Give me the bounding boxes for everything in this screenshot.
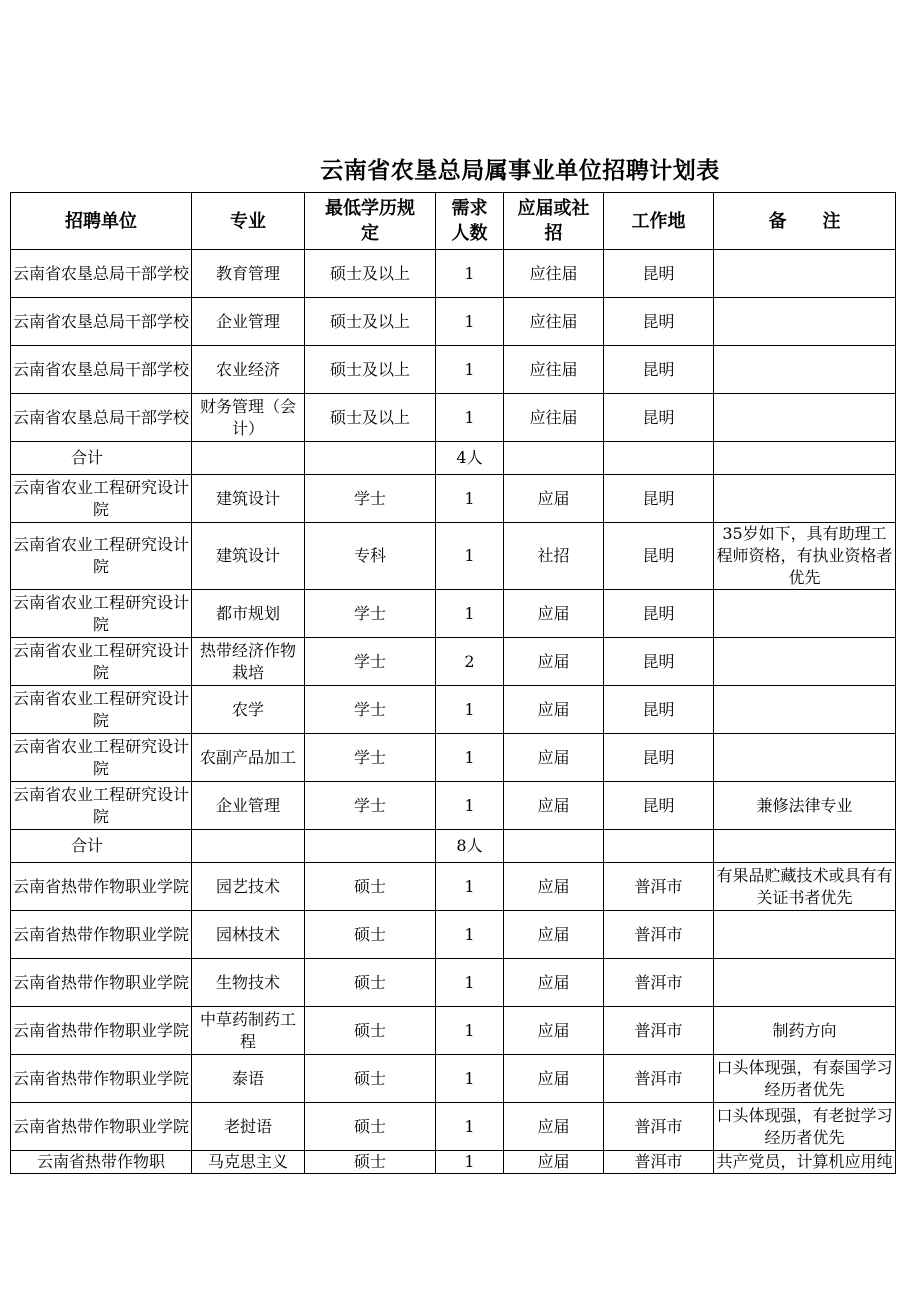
unit-cell: 合计 bbox=[11, 830, 192, 863]
page-title: 云南省农垦总局属事业单位招聘计划表 bbox=[320, 158, 720, 184]
location-cell: 普洱市 bbox=[604, 1103, 714, 1151]
count-cell: 1 bbox=[436, 911, 504, 959]
major-cell: 热带经济作物栽培 bbox=[192, 638, 305, 686]
unit-cell: 云南省农业工程研究设计院 bbox=[11, 686, 192, 734]
note-cell bbox=[714, 346, 896, 394]
note-cell bbox=[714, 590, 896, 638]
education-cell: 学士 bbox=[305, 686, 436, 734]
unit-cell: 云南省农垦总局干部学校 bbox=[11, 346, 192, 394]
recruit-type-cell: 应届 bbox=[504, 863, 604, 911]
location-cell: 普洱市 bbox=[604, 1151, 714, 1174]
major-cell: 生物技术 bbox=[192, 959, 305, 1007]
major-cell: 财务管理（会计） bbox=[192, 394, 305, 442]
count-cell: 1 bbox=[436, 590, 504, 638]
education-cell: 硕士 bbox=[305, 1151, 436, 1174]
table-row bbox=[11, 250, 896, 298]
unit-cell: 云南省热带作物职业学院 bbox=[11, 911, 192, 959]
recruit-type-cell: 应届 bbox=[504, 1103, 604, 1151]
major-cell: 建筑设计 bbox=[192, 523, 305, 590]
unit-cell: 云南省农业工程研究设计院 bbox=[11, 734, 192, 782]
location-cell bbox=[604, 442, 714, 475]
note-cell bbox=[714, 638, 896, 686]
header-education: 最低学历规定 bbox=[305, 193, 436, 250]
count-cell: 1 bbox=[436, 686, 504, 734]
note-text: 有果品贮藏技术或具有有关证书者优先 bbox=[716, 865, 893, 907]
note-text: 共产党员，计算机应用纯 bbox=[716, 1152, 893, 1171]
table-row bbox=[11, 590, 896, 638]
education-cell: 学士 bbox=[305, 590, 436, 638]
note-cell bbox=[714, 830, 896, 863]
note-cell bbox=[714, 782, 896, 830]
recruit-type-cell: 应届 bbox=[504, 1151, 604, 1174]
major-cell: 教育管理 bbox=[192, 250, 305, 298]
major-cell: 都市规划 bbox=[192, 590, 305, 638]
table-row bbox=[11, 638, 896, 686]
count-cell: 1 bbox=[436, 250, 504, 298]
table-body bbox=[11, 250, 896, 1174]
unit-cell: 云南省热带作物职业学院 bbox=[11, 1103, 192, 1151]
note-cell bbox=[714, 686, 896, 734]
note-cell bbox=[714, 959, 896, 1007]
count-cell: 1 bbox=[436, 346, 504, 394]
location-cell: 昆明 bbox=[604, 475, 714, 523]
recruit-type-cell: 应往届 bbox=[504, 394, 604, 442]
education-cell: 硕士 bbox=[305, 1103, 436, 1151]
note-cell bbox=[714, 1007, 896, 1055]
education-cell: 硕士 bbox=[305, 1055, 436, 1103]
count-cell: 1 bbox=[436, 863, 504, 911]
header-unit: 招聘单位 bbox=[11, 193, 192, 250]
subtotal-row bbox=[11, 830, 896, 863]
count-cell: 1 bbox=[436, 1007, 504, 1055]
location-cell: 昆明 bbox=[604, 686, 714, 734]
education-cell: 硕士 bbox=[305, 959, 436, 1007]
education-cell: 硕士 bbox=[305, 1007, 436, 1055]
location-cell: 昆明 bbox=[604, 734, 714, 782]
note-cell bbox=[714, 1103, 896, 1151]
unit-cell: 云南省热带作物职业学院 bbox=[11, 1055, 192, 1103]
unit-cell: 云南省农业工程研究设计院 bbox=[11, 475, 192, 523]
note-text: 兼修法律专业 bbox=[756, 795, 853, 815]
table-row bbox=[11, 346, 896, 394]
table-row bbox=[11, 959, 896, 1007]
count-cell: 1 bbox=[436, 734, 504, 782]
recruit-type-cell: 应届 bbox=[504, 782, 604, 830]
unit-cell: 云南省农垦总局干部学校 bbox=[11, 250, 192, 298]
major-cell: 农学 bbox=[192, 686, 305, 734]
education-cell: 学士 bbox=[305, 782, 436, 830]
unit-cell: 云南省农业工程研究设计院 bbox=[11, 638, 192, 686]
recruit-type-cell: 应届 bbox=[504, 475, 604, 523]
recruit-type-cell: 应往届 bbox=[504, 298, 604, 346]
education-cell: 专科 bbox=[305, 523, 436, 590]
count-cell: 1 bbox=[436, 475, 504, 523]
education-cell: 硕士 bbox=[305, 911, 436, 959]
count-cell: 1 bbox=[436, 1103, 504, 1151]
location-cell: 昆明 bbox=[604, 394, 714, 442]
note-cell bbox=[714, 1055, 896, 1103]
note-cell bbox=[714, 523, 896, 590]
note-cell bbox=[714, 734, 896, 782]
major-cell: 老挝语 bbox=[192, 1103, 305, 1151]
location-cell: 普洱市 bbox=[604, 911, 714, 959]
location-cell: 昆明 bbox=[604, 782, 714, 830]
education-cell: 硕士 bbox=[305, 863, 436, 911]
table-row bbox=[11, 1103, 896, 1151]
education-cell: 硕士及以上 bbox=[305, 250, 436, 298]
count-cell: 1 bbox=[436, 394, 504, 442]
location-cell: 昆明 bbox=[604, 346, 714, 394]
location-cell: 普洱市 bbox=[604, 1007, 714, 1055]
location-cell: 普洱市 bbox=[604, 863, 714, 911]
header-note: 备 注 bbox=[714, 193, 896, 250]
major-cell: 农副产品加工 bbox=[192, 734, 305, 782]
count-cell: 4人 bbox=[436, 442, 504, 475]
location-cell: 昆明 bbox=[604, 523, 714, 590]
major-cell: 泰语 bbox=[192, 1055, 305, 1103]
location-cell: 昆明 bbox=[604, 298, 714, 346]
unit-cell: 云南省热带作物职业学院 bbox=[11, 959, 192, 1007]
note-cell bbox=[714, 394, 896, 442]
major-cell: 中草药制药工程 bbox=[192, 1007, 305, 1055]
location-cell bbox=[604, 830, 714, 863]
count-cell: 1 bbox=[436, 1055, 504, 1103]
table-row bbox=[11, 298, 896, 346]
unit-cell: 云南省热带作物职 bbox=[11, 1151, 192, 1174]
major-cell: 建筑设计 bbox=[192, 475, 305, 523]
note-text: 口头体现强，有老挝学习经历者优先 bbox=[716, 1105, 893, 1147]
location-cell: 普洱市 bbox=[604, 959, 714, 1007]
education-cell: 学士 bbox=[305, 638, 436, 686]
unit-cell: 云南省农业工程研究设计院 bbox=[11, 590, 192, 638]
count-cell: 1 bbox=[436, 959, 504, 1007]
major-cell bbox=[192, 830, 305, 863]
education-cell: 学士 bbox=[305, 734, 436, 782]
major-cell: 企业管理 bbox=[192, 782, 305, 830]
recruit-type-cell bbox=[504, 442, 604, 475]
recruit-type-cell: 应往届 bbox=[504, 346, 604, 394]
major-cell: 园艺技术 bbox=[192, 863, 305, 911]
table-row bbox=[11, 475, 896, 523]
subtotal-row bbox=[11, 442, 896, 475]
header-count: 需求人数 bbox=[436, 193, 504, 250]
table-row bbox=[11, 863, 896, 911]
header-location: 工作地 bbox=[604, 193, 714, 250]
education-cell: 学士 bbox=[305, 475, 436, 523]
table-header-row bbox=[11, 193, 896, 250]
unit-cell: 云南省农业工程研究设计院 bbox=[11, 523, 192, 590]
table-row bbox=[11, 782, 896, 830]
table-row bbox=[11, 686, 896, 734]
major-cell: 企业管理 bbox=[192, 298, 305, 346]
major-cell bbox=[192, 442, 305, 475]
count-cell: 2 bbox=[436, 638, 504, 686]
table-row bbox=[11, 523, 896, 590]
note-cell bbox=[714, 250, 896, 298]
unit-cell: 云南省农垦总局干部学校 bbox=[11, 394, 192, 442]
note-cell bbox=[714, 863, 896, 911]
recruit-type-cell: 应届 bbox=[504, 638, 604, 686]
recruit-type-cell: 应届 bbox=[504, 959, 604, 1007]
recruit-type-cell: 应届 bbox=[504, 1007, 604, 1055]
recruit-type-cell: 应届 bbox=[504, 1055, 604, 1103]
recruitment-table bbox=[10, 192, 896, 1174]
header-recruit-type: 应届或社招 bbox=[504, 193, 604, 250]
table-row bbox=[11, 734, 896, 782]
major-cell: 马克思主义 bbox=[192, 1151, 305, 1174]
location-cell: 昆明 bbox=[604, 250, 714, 298]
major-cell: 园林技术 bbox=[192, 911, 305, 959]
note-text: 制药方向 bbox=[772, 1020, 837, 1040]
table-row bbox=[11, 1007, 896, 1055]
count-cell: 1 bbox=[436, 523, 504, 590]
recruit-type-cell: 应届 bbox=[504, 590, 604, 638]
unit-cell: 合计 bbox=[11, 442, 192, 475]
table-row bbox=[11, 1151, 896, 1174]
education-cell: 硕士及以上 bbox=[305, 394, 436, 442]
recruit-type-cell: 应往届 bbox=[504, 250, 604, 298]
recruit-type-cell: 应届 bbox=[504, 686, 604, 734]
note-cell bbox=[714, 475, 896, 523]
education-cell bbox=[305, 442, 436, 475]
count-cell: 1 bbox=[436, 782, 504, 830]
major-cell: 农业经济 bbox=[192, 346, 305, 394]
recruit-type-cell: 社招 bbox=[504, 523, 604, 590]
recruit-type-cell: 应届 bbox=[504, 734, 604, 782]
header-major: 专业 bbox=[192, 193, 305, 250]
note-cell bbox=[714, 298, 896, 346]
recruit-type-cell: 应届 bbox=[504, 911, 604, 959]
education-cell: 硕士及以上 bbox=[305, 298, 436, 346]
note-cell bbox=[714, 1151, 896, 1174]
table-row bbox=[11, 911, 896, 959]
location-cell: 昆明 bbox=[604, 638, 714, 686]
unit-cell: 云南省热带作物职业学院 bbox=[11, 863, 192, 911]
note-text: 35岁如下，具有助理工程师资格，有执业资格者优先 bbox=[716, 524, 893, 587]
note-text: 口头体现强，有泰国学习经历者优先 bbox=[716, 1057, 893, 1099]
table-row bbox=[11, 1055, 896, 1103]
note-cell bbox=[714, 442, 896, 475]
location-cell: 昆明 bbox=[604, 590, 714, 638]
education-cell: 硕士及以上 bbox=[305, 346, 436, 394]
location-cell: 普洱市 bbox=[604, 1055, 714, 1103]
recruit-type-cell bbox=[504, 830, 604, 863]
unit-cell: 云南省农垦总局干部学校 bbox=[11, 298, 192, 346]
unit-cell: 云南省热带作物职业学院 bbox=[11, 1007, 192, 1055]
education-cell bbox=[305, 830, 436, 863]
unit-cell: 云南省农业工程研究设计院 bbox=[11, 782, 192, 830]
note-cell bbox=[714, 911, 896, 959]
count-cell: 8人 bbox=[436, 830, 504, 863]
count-cell: 1 bbox=[436, 1151, 504, 1174]
count-cell: 1 bbox=[436, 298, 504, 346]
table-row bbox=[11, 394, 896, 442]
